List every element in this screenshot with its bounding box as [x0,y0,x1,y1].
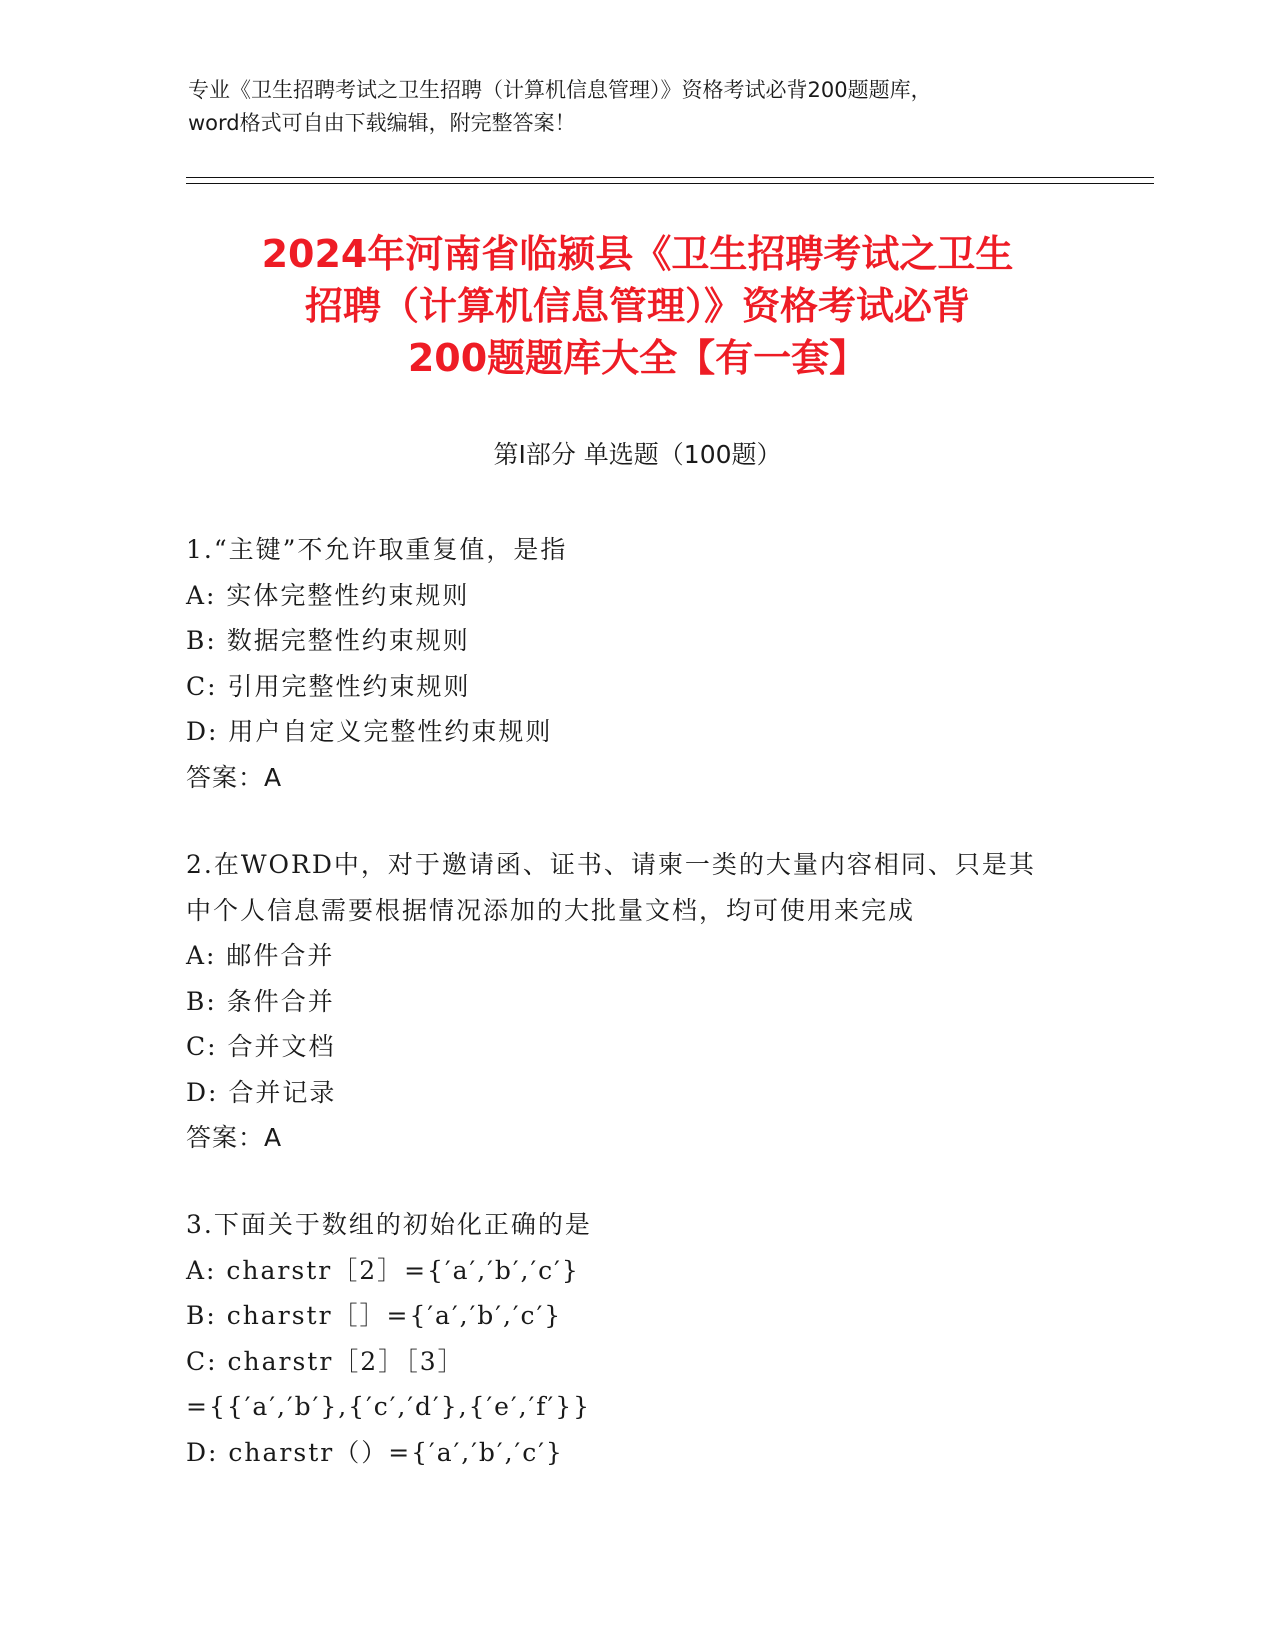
document-title-line-1: 2024年河南省临颍县《卫生招聘考试之卫生 [261,232,1014,276]
document-title [120,228,1155,384]
header-note-line-2: word格式可自由下载编辑，附完整答案！ [188,111,576,135]
option-d: D: 用户自定义完整性约束规则 [186,717,553,746]
option-b: B: 数据完整性约束规则 [186,626,470,655]
question-1 [186,527,567,800]
option-c: C: 合并文档 [186,1032,336,1061]
option-b: B: charstr［］={′a′,′b′,′c′} [186,1301,563,1330]
question-3 [186,1202,592,1475]
option-b: B: 条件合并 [186,986,335,1016]
question-stem: 1.“主键”不允许取重复值，是指 [186,535,568,564]
header-note [188,74,1088,140]
document-title-line-2: 招聘（计算机信息管理）》资格考试必背 [304,284,970,328]
question-2 [186,842,1036,1161]
answer: 答案：A [186,1123,283,1152]
header-divider-bottom [186,183,1154,184]
option-c-continued: ={{′a′,′b′},{′c′,′d′},{′e′,′f′}} [186,1392,592,1421]
option-c: C: charstr［2］［3］ [186,1346,465,1376]
option-d: D: 合并记录 [186,1077,337,1107]
question-stem: 3.下面关于数组的初始化正确的是 [186,1210,592,1239]
question-stem-continued: 中个人信息需要根据情况添加的大批量文档，均可使用来完成 [186,895,916,925]
option-d: D: charstr（）={′a′,′b′,′c′} [186,1437,564,1467]
document-title-line-3: 200题题库大全【有一套】 [407,336,868,380]
option-a: A: charstr［2］={′a′,′b′,′c′} [186,1255,580,1285]
answer: 答案：A [186,762,283,792]
section-title: 第I部分 单选题（100题） [493,440,782,469]
option-a: A: 邮件合并 [186,941,335,970]
option-a: A: 实体完整性约束规则 [186,580,470,610]
header-divider-top [186,177,1154,178]
question-stem: 2.在WORD中，对于邀请函、证书、请柬一类的大量内容相同、只是其 [186,850,1036,879]
option-c: C: 引用完整性约束规则 [186,671,471,701]
header-note-line-1: 专业《卫生招聘考试之卫生招聘（计算机信息管理）》资格考试必背200题题库， [188,78,932,102]
